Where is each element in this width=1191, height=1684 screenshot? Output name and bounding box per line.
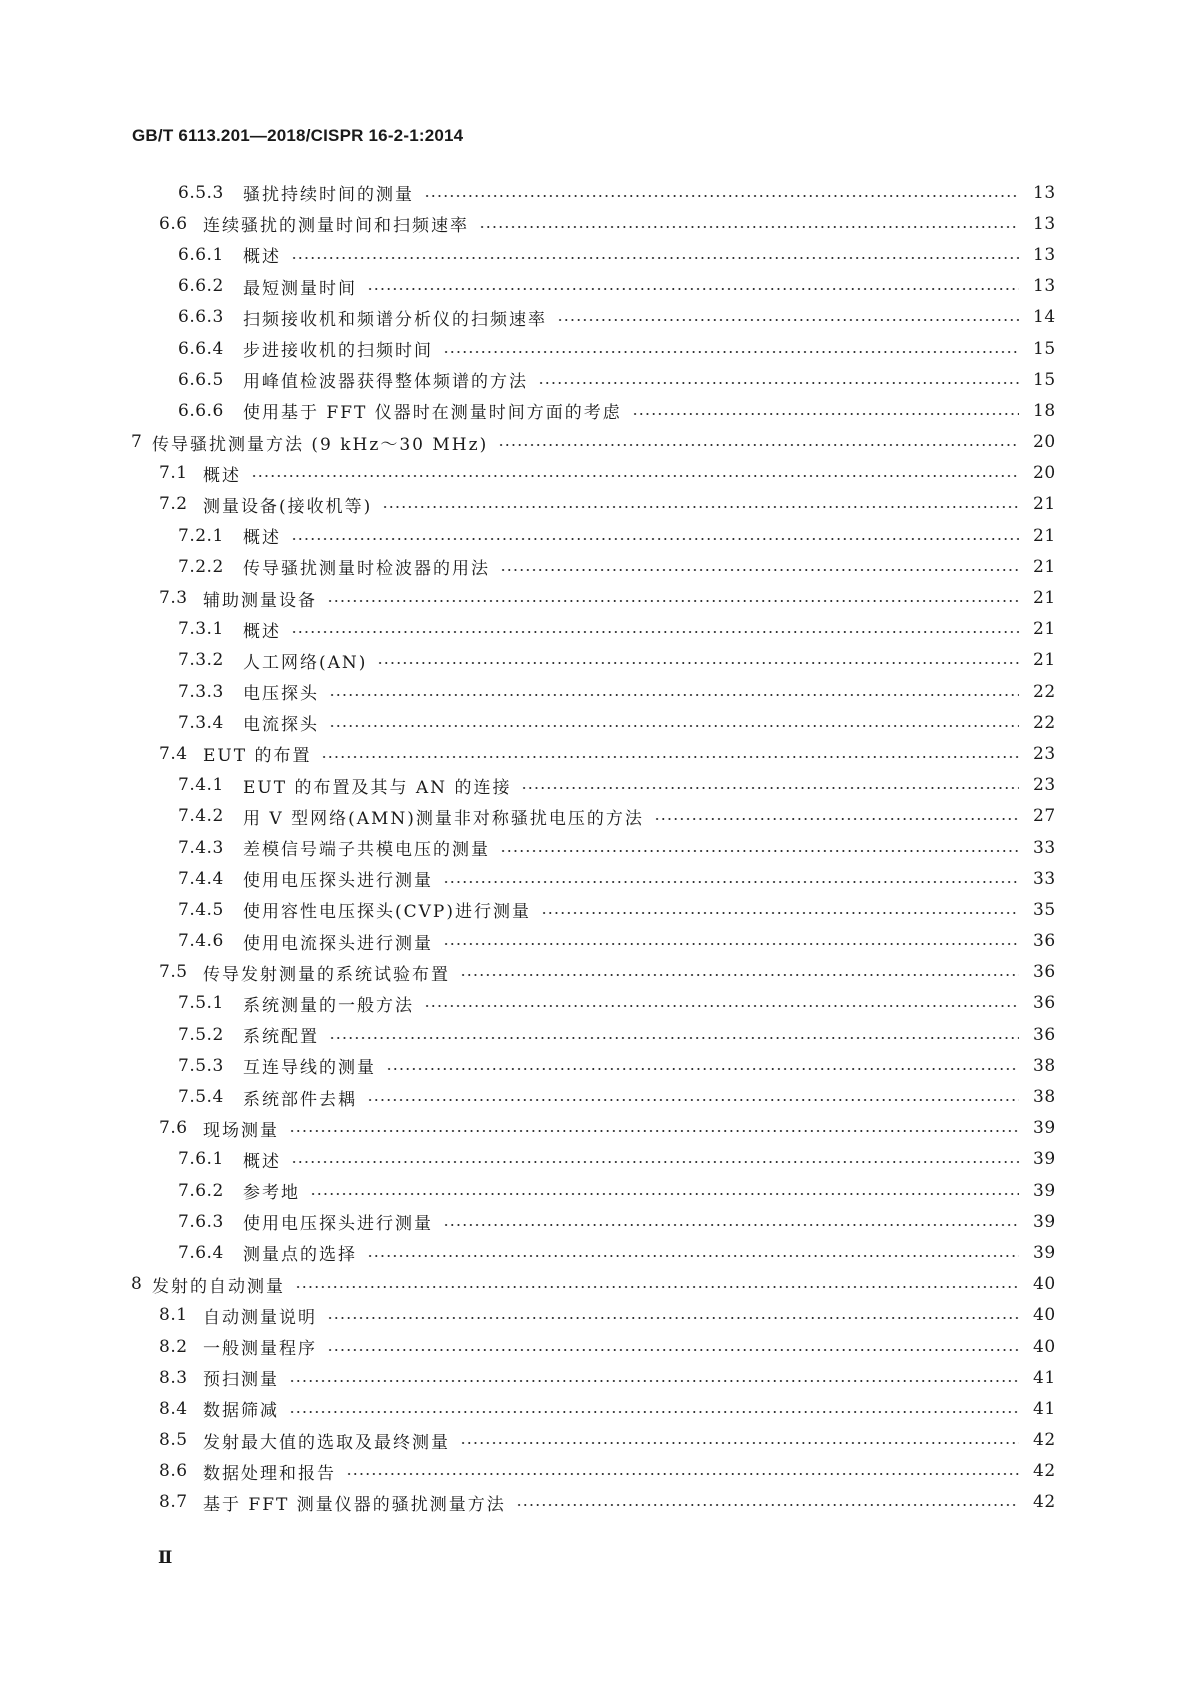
toc-entry-page: 36: [1033, 962, 1056, 983]
toc-entry-page: 42: [1033, 1461, 1056, 1482]
toc-entry-number: 6.6.1: [178, 244, 224, 265]
toc-entry[interactable]: [0, 1269, 1191, 1300]
toc-entry[interactable]: [0, 1237, 1191, 1268]
toc-entry-number: 7.5.4: [178, 1087, 224, 1108]
toc-entry-page: 42: [1033, 1492, 1056, 1513]
toc-entry-number: 7.4: [159, 743, 188, 764]
toc-entry[interactable]: [0, 1019, 1191, 1050]
toc-entry[interactable]: [0, 1300, 1191, 1331]
toc-entry-page: 21: [1033, 619, 1056, 640]
dot-leader: [541, 894, 1019, 925]
toc-entry-title: 差模信号端子共模电压的测量: [243, 840, 490, 861]
toc-entry-page: 20: [1033, 432, 1056, 453]
toc-entry-number: 6.5.3: [178, 182, 224, 203]
toc-entry-title: 电压探头: [243, 684, 319, 705]
toc-entry-page: 15: [1033, 338, 1056, 359]
toc-entry[interactable]: [0, 395, 1191, 426]
dot-leader: [310, 1175, 1019, 1206]
toc-entry-title: 使用电压探头进行测量: [243, 1214, 433, 1235]
toc-entry[interactable]: [0, 177, 1191, 208]
toc-entry-page: 39: [1033, 1118, 1056, 1139]
toc-entry-page: 40: [1033, 1336, 1056, 1357]
toc-entry[interactable]: [0, 926, 1191, 957]
toc-entry-title: 数据处理和报告: [203, 1463, 336, 1484]
toc-entry-number: 7.1: [159, 463, 188, 484]
dot-leader: [498, 427, 1019, 458]
toc-entry[interactable]: [0, 520, 1191, 551]
toc-entry[interactable]: [0, 832, 1191, 863]
toc-entry-title: 传导发射测量的系统试验布置: [203, 964, 450, 985]
dot-leader: [500, 832, 1019, 863]
toc-entry-page: 22: [1033, 681, 1056, 702]
toc-entry[interactable]: [0, 582, 1191, 613]
toc-entry[interactable]: [0, 1331, 1191, 1362]
toc-entry-title: 概述: [243, 528, 281, 549]
toc-entry[interactable]: [0, 1050, 1191, 1081]
toc-entry-page: 27: [1033, 806, 1056, 827]
dot-leader: [538, 364, 1019, 395]
toc-entry[interactable]: [0, 1206, 1191, 1237]
toc-entry-page: 21: [1033, 494, 1056, 515]
dot-leader: [251, 458, 1019, 489]
toc-entry-title: 互连导线的测量: [243, 1058, 376, 1079]
toc-entry-page: 35: [1033, 899, 1056, 920]
toc-entry-number: 7.5.3: [178, 1055, 224, 1076]
dot-leader: [289, 1113, 1019, 1144]
toc-entry[interactable]: [0, 1362, 1191, 1393]
toc-entry-number: 7.3.1: [178, 619, 224, 640]
toc-entry-page: 13: [1033, 213, 1056, 234]
toc-entry-page: 39: [1033, 1180, 1056, 1201]
toc-entry[interactable]: [0, 271, 1191, 302]
dot-leader: [346, 1456, 1019, 1487]
toc-entry-number: 6.6.4: [178, 338, 224, 359]
toc-entry[interactable]: [0, 707, 1191, 738]
toc-entry-title: 概述: [243, 621, 281, 642]
toc-entry[interactable]: [0, 801, 1191, 832]
toc-entry-number: 7: [131, 432, 143, 453]
toc-entry-title: 使用容性电压探头(CVP)进行测量: [243, 902, 531, 923]
dot-leader: [327, 1300, 1019, 1331]
dot-leader: [295, 1269, 1019, 1300]
toc-entry-title: EUT 的布置及其与 AN 的连接: [243, 777, 512, 798]
toc-entry-page: 23: [1033, 775, 1056, 796]
toc-entry-title: 一般测量程序: [203, 1339, 317, 1360]
toc-entry-page: 21: [1033, 556, 1056, 577]
toc-entry[interactable]: [0, 676, 1191, 707]
toc-entry-title: 步进接收机的扫频时间: [243, 341, 433, 362]
toc-entry-number: 7.3: [159, 588, 188, 609]
dot-leader: [443, 926, 1019, 957]
toc-entry-number: 7.4.6: [178, 931, 224, 952]
toc-entry-title: 概述: [203, 465, 241, 486]
toc-entry-page: 36: [1033, 993, 1056, 1014]
toc-entry[interactable]: [0, 770, 1191, 801]
dot-leader: [367, 271, 1019, 302]
toc-entry-number: 8.1: [159, 1305, 188, 1326]
toc-entry[interactable]: [0, 1425, 1191, 1456]
dot-leader: [479, 208, 1019, 239]
toc-entry-page: 13: [1033, 276, 1056, 297]
toc-entry-title: 用 V 型网络(AMN)测量非对称骚扰电压的方法: [243, 808, 644, 829]
toc-entry-number: 7.4.2: [178, 806, 224, 827]
toc-entry-title: 使用电压探头进行测量: [243, 871, 433, 892]
toc-entry-title: 系统部件去耦: [243, 1089, 357, 1110]
toc-entry-number: 7.4.4: [178, 868, 224, 889]
dot-leader: [424, 177, 1019, 208]
toc-entry-number: 7.2.2: [178, 556, 224, 577]
toc-entry-page: 23: [1033, 743, 1056, 764]
toc-entry-page: 33: [1033, 868, 1056, 889]
toc-entry[interactable]: [0, 988, 1191, 1019]
toc-entry[interactable]: [0, 738, 1191, 769]
toc-entry-title: 测量设备(接收机等): [203, 496, 373, 517]
toc-entry-page: 36: [1033, 1024, 1056, 1045]
toc-entry-title: 使用电流探头进行测量: [243, 933, 433, 954]
dot-leader: [329, 1019, 1019, 1050]
toc-entry[interactable]: [0, 1144, 1191, 1175]
toc-entry-number: 7.5.1: [178, 993, 224, 1014]
toc-entry-title: 扫频接收机和频谱分析仪的扫频速率: [243, 309, 547, 330]
toc-entry[interactable]: [0, 863, 1191, 894]
table-of-contents: [0, 177, 1191, 1518]
toc-entry-page: 13: [1033, 244, 1056, 265]
toc-entry-title: 辅助测量设备: [203, 590, 317, 611]
toc-entry[interactable]: [0, 1487, 1191, 1518]
toc-entry-number: 6.6.3: [178, 307, 224, 328]
toc-entry[interactable]: [0, 239, 1191, 270]
toc-entry-number: 7.4.3: [178, 837, 224, 858]
toc-entry-page: 40: [1033, 1274, 1056, 1295]
dot-leader: [557, 302, 1019, 333]
toc-entry-number: 7.3.2: [178, 650, 224, 671]
toc-entry-number: 7.6.2: [178, 1180, 224, 1201]
toc-entry[interactable]: [0, 1456, 1191, 1487]
dot-leader: [443, 863, 1019, 894]
dot-leader: [291, 614, 1019, 645]
dot-leader: [460, 957, 1019, 988]
toc-entry-title: 数据筛减: [203, 1401, 279, 1422]
toc-entry-title: 系统测量的一般方法: [243, 995, 414, 1016]
toc-entry-number: 6.6.2: [178, 276, 224, 297]
toc-entry[interactable]: [0, 333, 1191, 364]
dot-leader: [329, 676, 1019, 707]
dot-leader: [516, 1487, 1019, 1518]
toc-entry-number: 7.6.1: [178, 1149, 224, 1170]
dot-leader: [424, 988, 1019, 1019]
toc-entry[interactable]: [0, 614, 1191, 645]
dot-leader: [460, 1425, 1019, 1456]
toc-entry-title: 最短测量时间: [243, 278, 357, 299]
toc-entry[interactable]: [0, 1393, 1191, 1424]
toc-entry-title: EUT 的布置: [203, 746, 312, 767]
toc-entry-number: 8.4: [159, 1398, 188, 1419]
toc-entry-page: 15: [1033, 369, 1056, 390]
document-header: GB/T 6113.201—2018/CISPR 16-2-1:2014: [132, 126, 464, 145]
dot-leader: [291, 520, 1019, 551]
toc-entry-number: 7.3.4: [178, 712, 224, 733]
toc-entry[interactable]: [0, 208, 1191, 239]
toc-entry[interactable]: [0, 894, 1191, 925]
toc-entry-title: 人工网络(AN): [243, 652, 368, 673]
dot-leader: [443, 333, 1019, 364]
toc-entry-page: 20: [1033, 463, 1056, 484]
toc-entry-title: 传导骚扰测量时检波器的用法: [243, 559, 490, 580]
toc-entry-page: 41: [1033, 1367, 1056, 1388]
dot-leader: [327, 1331, 1019, 1362]
toc-entry[interactable]: [0, 1175, 1191, 1206]
toc-entry[interactable]: [0, 302, 1191, 333]
toc-entry-title: 发射的自动测量: [152, 1276, 285, 1297]
dot-leader: [367, 1237, 1019, 1268]
toc-entry-title: 用峰值检波器获得整体频谱的方法: [243, 372, 528, 393]
toc-entry-number: 6.6: [159, 213, 188, 234]
dot-leader: [367, 1082, 1019, 1113]
toc-entry-page: 40: [1033, 1305, 1056, 1326]
toc-entry-title: 发射最大值的选取及最终测量: [203, 1432, 450, 1453]
toc-entry-page: 38: [1033, 1087, 1056, 1108]
toc-entry-number: 8.7: [159, 1492, 188, 1513]
toc-entry[interactable]: [0, 645, 1191, 676]
toc-entry-title: 参考地: [243, 1183, 300, 1204]
toc-entry-page: 41: [1033, 1398, 1056, 1419]
toc-entry-page: 42: [1033, 1430, 1056, 1451]
toc-entry-number: 8.6: [159, 1461, 188, 1482]
dot-leader: [329, 707, 1019, 738]
toc-entry-number: 7.6: [159, 1118, 188, 1139]
toc-entry-number: 6.6.6: [178, 400, 224, 421]
dot-leader: [632, 395, 1019, 426]
toc-entry-number: 7.3.3: [178, 681, 224, 702]
toc-entry-number: 7.6.3: [178, 1211, 224, 1232]
toc-entry-page: 22: [1033, 712, 1056, 733]
toc-entry-number: 7.4.5: [178, 899, 224, 920]
dot-leader: [500, 551, 1019, 582]
toc-entry-number: 7.5: [159, 962, 188, 983]
toc-entry-title: 传导骚扰测量方法 (9 kHz～30 MHz): [152, 434, 489, 455]
toc-entry-title: 系统配置: [243, 1027, 319, 1048]
toc-entry-page: 21: [1033, 525, 1056, 546]
toc-entry-number: 8.2: [159, 1336, 188, 1357]
dot-leader: [382, 489, 1019, 520]
toc-entry-number: 6.6.5: [178, 369, 224, 390]
toc-entry-number: 7.2.1: [178, 525, 224, 546]
toc-entry-page: 39: [1033, 1149, 1056, 1170]
toc-entry-page: 13: [1033, 182, 1056, 203]
dot-leader: [327, 583, 1019, 614]
toc-entry-number: 7.2: [159, 494, 188, 515]
toc-entry-number: 7.5.2: [178, 1024, 224, 1045]
toc-entry[interactable]: [0, 957, 1191, 988]
dot-leader: [291, 1144, 1019, 1175]
toc-entry[interactable]: [0, 551, 1191, 582]
toc-entry-title: 电流探头: [243, 715, 319, 736]
dot-leader: [386, 1050, 1019, 1081]
toc-entry-page: 21: [1033, 588, 1056, 609]
dot-leader: [377, 645, 1019, 676]
toc-entry-page: 39: [1033, 1242, 1056, 1263]
dot-leader: [654, 801, 1019, 832]
toc-entry-title: 概述: [243, 1151, 281, 1172]
toc-entry-title: 连续骚扰的测量时间和扫频速率: [203, 216, 469, 237]
toc-entry-number: 8: [131, 1274, 143, 1295]
dot-leader: [443, 1206, 1019, 1237]
toc-entry-page: 18: [1033, 400, 1056, 421]
toc-entry-title: 概述: [243, 247, 281, 268]
toc-entry-page: 33: [1033, 837, 1056, 858]
toc-entry-page: 36: [1033, 931, 1056, 952]
toc-entry-number: 7.4.1: [178, 775, 224, 796]
toc-entry[interactable]: [0, 1113, 1191, 1144]
toc-entry-number: 8.5: [159, 1430, 188, 1451]
toc-entry-number: 7.6.4: [178, 1242, 224, 1263]
toc-entry-title: 预扫测量: [203, 1370, 279, 1391]
toc-entry-page: 39: [1033, 1211, 1056, 1232]
toc-entry[interactable]: [0, 427, 1191, 458]
toc-entry-title: 测量点的选择: [243, 1245, 357, 1266]
toc-entry-title: 自动测量说明: [203, 1307, 317, 1328]
dot-leader: [321, 738, 1019, 769]
toc-entry[interactable]: [0, 489, 1191, 520]
toc-entry[interactable]: [0, 364, 1191, 395]
toc-entry[interactable]: [0, 1081, 1191, 1112]
toc-entry-page: 14: [1033, 307, 1056, 328]
toc-entry-number: 8.3: [159, 1367, 188, 1388]
page-number: Ⅱ: [158, 1548, 173, 1568]
dot-leader: [289, 1362, 1019, 1393]
toc-entry-page: 38: [1033, 1055, 1056, 1076]
toc-entry-title: 骚扰持续时间的测量: [243, 185, 414, 206]
dot-leader: [291, 239, 1019, 270]
toc-entry-title: 使用基于 FFT 仪器时在测量时间方面的考虑: [243, 403, 622, 424]
dot-leader: [289, 1393, 1019, 1424]
dot-leader: [521, 770, 1019, 801]
toc-entry-title: 基于 FFT 测量仪器的骚扰测量方法: [203, 1494, 506, 1515]
toc-entry-title: 现场测量: [203, 1120, 279, 1141]
toc-entry-page: 21: [1033, 650, 1056, 671]
toc-entry[interactable]: [0, 458, 1191, 489]
